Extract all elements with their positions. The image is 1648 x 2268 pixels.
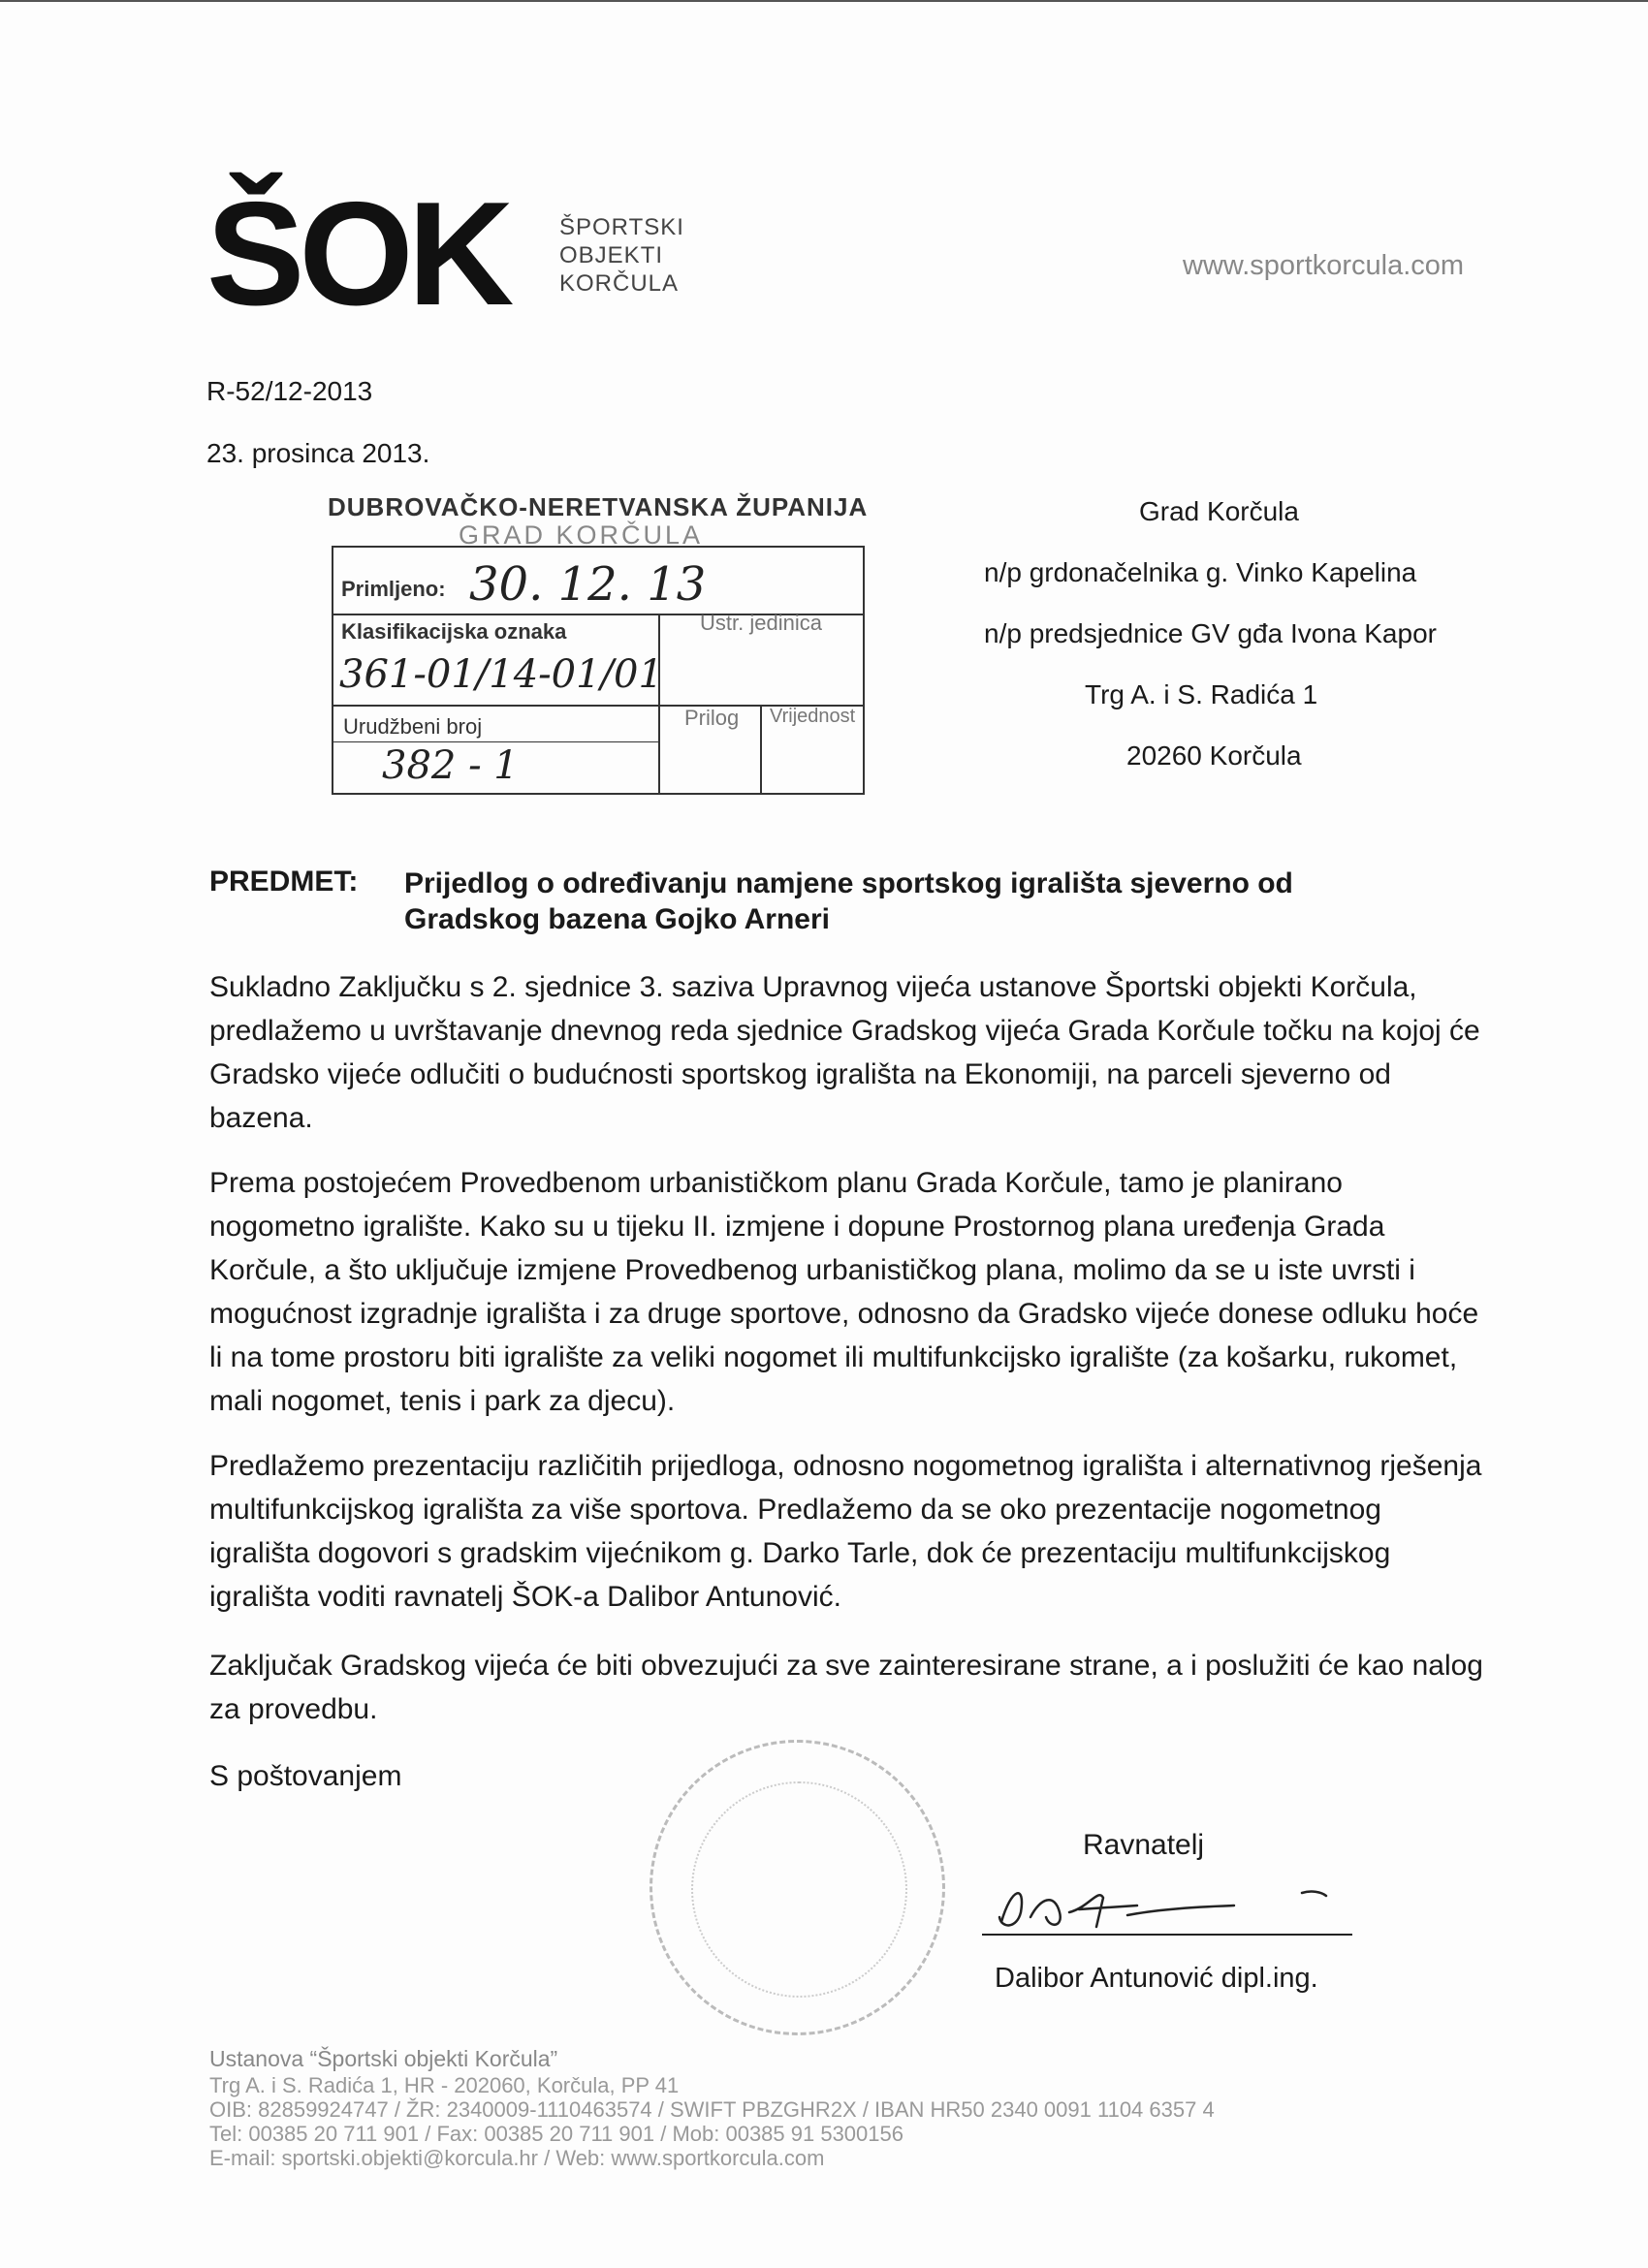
registry-stamp: [332, 546, 865, 795]
signature-line: [982, 1934, 1352, 1936]
recipient-line: Trg A. i S. Radića 1: [1085, 679, 1318, 709]
signatory-role: Ravnatelj: [1083, 1829, 1205, 1861]
stamp-value-label: Vrijednost: [770, 706, 856, 727]
footer-line: OIB: 82859924747 / ŽR: 2340009-1110463574 / SWIFT PBZGHR2X / IBAN HR50 2340 0091 1104 6357 4: [209, 2097, 1215, 2122]
stamp-received-value: 30. 12. 13: [469, 557, 707, 612]
recipient-line: 20260 Korčula: [1126, 740, 1302, 771]
stamp-received-label: Primljeno:: [341, 577, 446, 601]
footer-line: E-mail: sportski.objekti@korcula.hr / Web: www.sportkorcula.com: [209, 2146, 825, 2170]
logo-wordmark: [559, 213, 684, 298]
logo-line: KORČULA: [559, 270, 680, 297]
stamp-authority: DUBROVAČKO-NERETVANSKA ŽUPANIJA: [328, 492, 869, 521]
stamp-classification-label: Klasifikacijska oznaka: [341, 619, 567, 644]
stamp-classification-value: 361-01/14-01/01: [339, 652, 663, 697]
body-paragraph: Sukladno Zaključku s 2. sjednice 3. saziva Upravnog vijeća ustanove Športski objekti Korčula, predlažemo u uvrštavanje dnevnog reda sjednice Gradskog vijeća Grada Korčule točku na kojoj će Gradsko vijeće odlučiti o budućnosti sportskog igrališta na Ekonomiji, na parceli sjeverno od bazena.: [209, 971, 1480, 1134]
website-link[interactable]: www.sportkorcula.com: [1183, 250, 1465, 281]
letterhead-footer: [209, 2047, 1470, 2170]
body-paragraph: Zaključak Gradskog vijeća će biti obvezujući za sve zainteresirane strane, a i poslužiti će kao nalog za provedbu.: [209, 1650, 1483, 1725]
stamp-attachment-label: Prilog: [684, 706, 740, 730]
footer-line: Tel: 00385 20 711 901 / Fax: 00385 20 711 901 / Mob: 00385 91 5300156: [209, 2122, 903, 2146]
closing-greeting: S poštovanjem: [209, 1760, 402, 1792]
signatory-name: Dalibor Antunović dipl.ing.: [995, 1963, 1318, 1994]
scan-top-edge: [0, 0, 1648, 2]
handwritten-signature: [982, 1869, 1352, 1937]
body-paragraph: Predlažemo prezentaciju različitih prijedloga, odnosno nogometnog igrališta i alternativnog rješenja multifunkcijskog igrališta za više sportova. Predlažemo da se oko prezentacije nogometnog igrališta dogovori s gradskim vijećnikom g. Darko Tarle, dok će prezentaciju multifunkcijskog igrališta voditi ravnatelj ŠOK-a Dalibor Antunović.: [209, 1450, 1482, 1613]
recipient-line: n/p grdonačelnika g. Vinko Kapelina: [984, 557, 1417, 587]
body-paragraph: Prema postojećem Provedbenom urbanističkom planu Grada Korčule, tamo je planirano nogometno igralište. Kako su u tijeku II. izmjene i dopune Prostornog plana uređenja Grada Korčule, a što uključuje izmjene Provedbenog urbanističkog plana, molimo da se u iste uvrsti i mogućnost izgradnje igrališta i za druge sportove, odnosno da Gradsko vijeće donese odluku hoće li na tome prostoru biti igralište za veliki nogomet ili multifunkcijsko igralište (za košarku, rukomet, mali nogomet, tenis i park za djecu).: [209, 1167, 1479, 1417]
footer-line: Trg A. i S. Radića 1, HR - 202060, Korčula, PP 41: [209, 2073, 680, 2097]
subject-line: Prijedlog o određivanju namjene sportskog igrališta sjeverno od: [404, 867, 1293, 899]
subject-text: [404, 866, 1471, 937]
recipient-line: Grad Korčula: [1139, 496, 1299, 526]
subject-line: Gradskog bazena Gojko Arneri: [404, 903, 830, 935]
footer-title: Ustanova “Športski objekti Korčula”: [209, 2046, 558, 2071]
sok-logo: ŠOK: [206, 172, 509, 336]
logo-line: ŠPORTSKI: [559, 214, 684, 240]
document-reference: R-52/12-2013: [206, 376, 373, 406]
recipient-line: n/p predsjednice GV gđa Ivona Kapor: [984, 618, 1437, 648]
subject-label: PREDMET:: [209, 866, 359, 898]
logo-line: OBJEKTI: [559, 242, 664, 268]
stamp-office: GRAD KORČULA: [459, 520, 704, 550]
document-date: 23. prosinca 2013.: [206, 438, 430, 468]
institution-seal: [650, 1740, 945, 2035]
stamp-registry-value: 382 - 1: [382, 743, 519, 788]
stamp-unit-label: Ustr. jedinica: [700, 611, 822, 635]
stamp-registry-label: Urudžbeni broj: [343, 714, 483, 739]
